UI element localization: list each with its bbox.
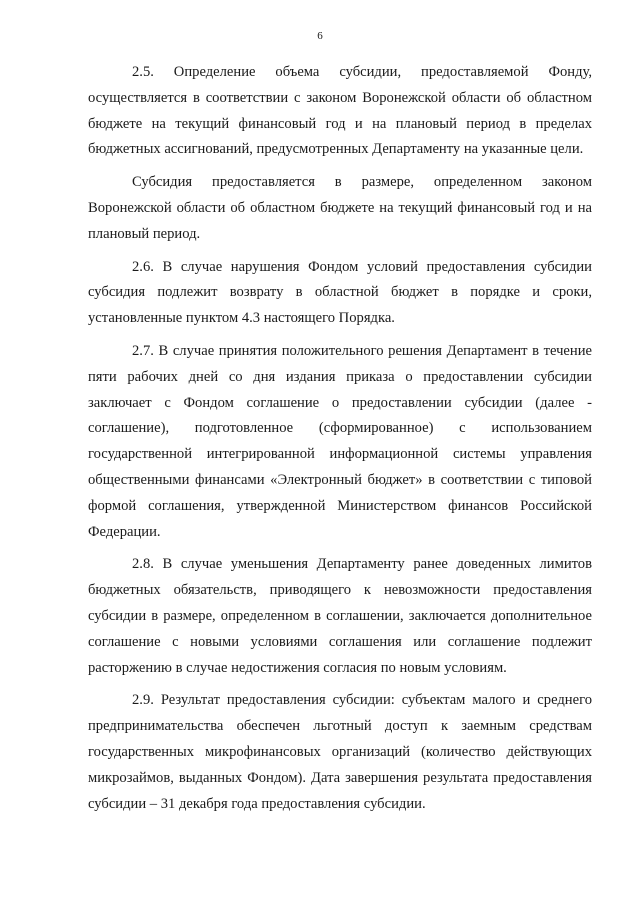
paragraph-2-6: 2.6. В случае нарушения Фондом условий предоставления субсидии субсидия подлежит возврату в областной бюджет в порядке и сроки, установленные пунктом 4.3 настоящего Порядка. xyxy=(88,258,592,327)
paragraph-2-8: 2.8. В случае уменьшения Департаменту ранее доведенных лимитов бюджетных обязательств, приводящего к невозможности предоставления субсидии в размере, определенном в соглашении, заключается дополнительное соглашение с новыми условиями соглашения или соглашение подлежит расторжению в случае недостижения согласия по новым условиям. xyxy=(88,556,592,676)
paragraph-2-5: 2.5. Определение объема субсидии, предоставляемой Фонду, осуществляется в соответствии с законом Воронежской области об областном бюджете на текущий финансовый год и на плановый период в пределах бюджетных ассигнований, предусмотренных Департаменту на указанные цели. xyxy=(88,64,592,158)
document-body xyxy=(88,60,592,817)
page-number: 6 xyxy=(317,30,323,42)
paragraph-2-9: 2.9. Результат предоставления субсидии: субъектам малого и среднего предпринимательства обеспечен льготный доступ к заемным средствам государственных микрофинансовых организаций (количество действующих микрозаймов, выданных Фондом). Дата завершения результата предоставления субсидии – 31 декабря года предоставления субсидии. xyxy=(88,692,592,812)
paragraph-2-7: 2.7. В случае принятия положительного решения Департамент в течение пяти рабочих дней со дня издания приказа о предоставлении субсидии заключает с Фондом соглашение о предоставлении субсидии (далее - соглашение), подготовленное (сформированное) с использованием государственной интегрированной информационной системы управления общественными финансами «Электронный бюджет» в соответствии с типовой формой соглашения, утвержденной Министерством финансов Российской Федерации. xyxy=(88,342,592,540)
paragraph-subsidy-amount: Субсидия предоставляется в размере, определенном законом Воронежской области об областном бюджете на текущий финансовый год и на плановый период. xyxy=(88,174,592,242)
